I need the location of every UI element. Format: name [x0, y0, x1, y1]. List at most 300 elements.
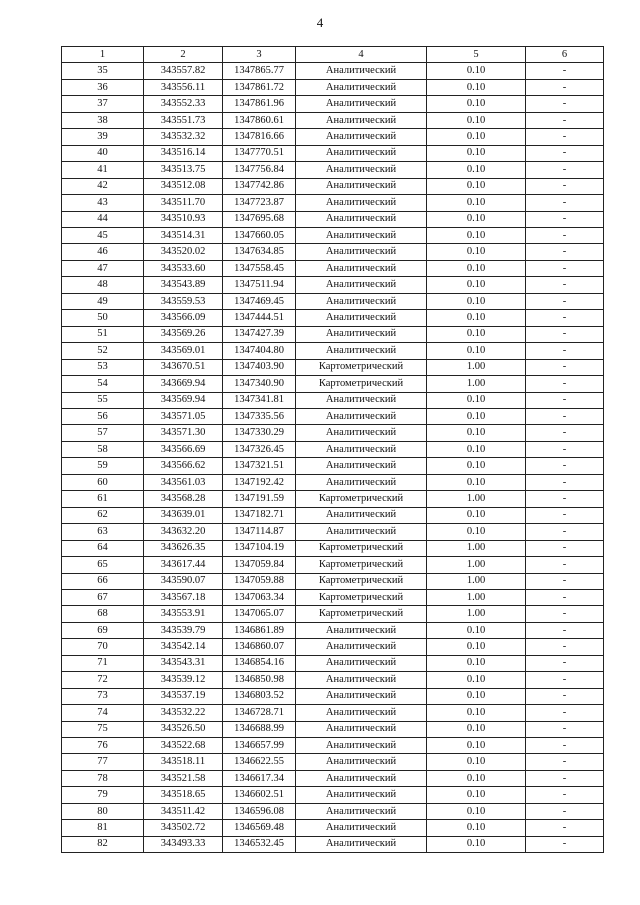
- note-cell: -: [526, 458, 604, 474]
- note-cell: -: [526, 639, 604, 655]
- method-cell: Аналитический: [296, 655, 427, 671]
- y-coordinate-cell: 1347860.61: [223, 112, 296, 128]
- table-row: [62, 589, 604, 605]
- point-number-cell: 44: [62, 211, 144, 227]
- point-number-cell: 67: [62, 589, 144, 605]
- table-row: [62, 721, 604, 737]
- note-cell: -: [526, 688, 604, 704]
- table-row: [62, 606, 604, 622]
- table-row: [62, 441, 604, 457]
- method-cell: Картометрический: [296, 491, 427, 507]
- y-coordinate-cell: 1346617.34: [223, 770, 296, 786]
- y-coordinate-cell: 1347444.51: [223, 310, 296, 326]
- point-number-cell: 55: [62, 392, 144, 408]
- point-number-cell: 49: [62, 293, 144, 309]
- table-row: [62, 326, 604, 342]
- note-cell: -: [526, 589, 604, 605]
- point-number-cell: 45: [62, 227, 144, 243]
- x-coordinate-cell: 343561.03: [144, 474, 223, 490]
- note-cell: -: [526, 145, 604, 161]
- y-coordinate-cell: 1347335.56: [223, 408, 296, 424]
- accuracy-cell: 0.10: [427, 425, 526, 441]
- method-cell: Аналитический: [296, 458, 427, 474]
- method-cell: Аналитический: [296, 524, 427, 540]
- x-coordinate-cell: 343520.02: [144, 244, 223, 260]
- table-row: [62, 770, 604, 786]
- note-cell: -: [526, 721, 604, 737]
- note-cell: -: [526, 655, 604, 671]
- note-cell: -: [526, 408, 604, 424]
- note-cell: -: [526, 96, 604, 112]
- method-cell: Аналитический: [296, 820, 427, 836]
- accuracy-cell: 1.00: [427, 573, 526, 589]
- point-number-cell: 63: [62, 524, 144, 540]
- y-coordinate-cell: 1346803.52: [223, 688, 296, 704]
- table-row: [62, 162, 604, 178]
- accuracy-cell: 1.00: [427, 376, 526, 392]
- method-cell: Аналитический: [296, 227, 427, 243]
- accuracy-cell: 0.10: [427, 112, 526, 128]
- y-coordinate-cell: 1347427.39: [223, 326, 296, 342]
- y-coordinate-cell: 1346596.08: [223, 803, 296, 819]
- note-cell: -: [526, 227, 604, 243]
- y-coordinate-cell: 1347063.34: [223, 589, 296, 605]
- y-coordinate-cell: 1347403.90: [223, 359, 296, 375]
- x-coordinate-cell: 343526.50: [144, 721, 223, 737]
- note-cell: -: [526, 787, 604, 803]
- x-coordinate-cell: 343569.94: [144, 392, 223, 408]
- x-coordinate-cell: 343502.72: [144, 820, 223, 836]
- accuracy-cell: 0.10: [427, 129, 526, 145]
- y-coordinate-cell: 1347404.80: [223, 343, 296, 359]
- point-number-cell: 80: [62, 803, 144, 819]
- y-coordinate-cell: 1347059.84: [223, 557, 296, 573]
- x-coordinate-cell: 343510.93: [144, 211, 223, 227]
- x-coordinate-cell: 343571.05: [144, 408, 223, 424]
- table-row: [62, 310, 604, 326]
- table-row: [62, 129, 604, 145]
- x-coordinate-cell: 343553.91: [144, 606, 223, 622]
- point-number-cell: 73: [62, 688, 144, 704]
- column-header-6: 6: [526, 47, 604, 63]
- y-coordinate-cell: 1347341.81: [223, 392, 296, 408]
- x-coordinate-cell: 343590.07: [144, 573, 223, 589]
- y-coordinate-cell: 1346728.71: [223, 705, 296, 721]
- note-cell: -: [526, 244, 604, 260]
- method-cell: Картометрический: [296, 359, 427, 375]
- method-cell: Аналитический: [296, 705, 427, 721]
- method-cell: Аналитический: [296, 343, 427, 359]
- method-cell: Аналитический: [296, 408, 427, 424]
- y-coordinate-cell: 1346854.16: [223, 655, 296, 671]
- accuracy-cell: 0.10: [427, 524, 526, 540]
- x-coordinate-cell: 343639.01: [144, 507, 223, 523]
- y-coordinate-cell: 1347511.94: [223, 277, 296, 293]
- note-cell: -: [526, 376, 604, 392]
- y-coordinate-cell: 1347321.51: [223, 458, 296, 474]
- table-row: [62, 507, 604, 523]
- accuracy-cell: 0.10: [427, 803, 526, 819]
- column-header-1: 1: [62, 47, 144, 63]
- x-coordinate-cell: 343669.94: [144, 376, 223, 392]
- table-row: [62, 491, 604, 507]
- point-number-cell: 37: [62, 96, 144, 112]
- accuracy-cell: 1.00: [427, 540, 526, 556]
- table-row: [62, 458, 604, 474]
- point-number-cell: 78: [62, 770, 144, 786]
- method-cell: Аналитический: [296, 836, 427, 852]
- y-coordinate-cell: 1347330.29: [223, 425, 296, 441]
- note-cell: -: [526, 754, 604, 770]
- column-header-4: 4: [296, 47, 427, 63]
- point-number-cell: 41: [62, 162, 144, 178]
- x-coordinate-cell: 343513.75: [144, 162, 223, 178]
- x-coordinate-cell: 343514.31: [144, 227, 223, 243]
- method-cell: Аналитический: [296, 96, 427, 112]
- method-cell: Аналитический: [296, 622, 427, 638]
- point-number-cell: 52: [62, 343, 144, 359]
- y-coordinate-cell: 1347558.45: [223, 260, 296, 276]
- y-coordinate-cell: 1347634.85: [223, 244, 296, 260]
- x-coordinate-cell: 343567.18: [144, 589, 223, 605]
- note-cell: -: [526, 622, 604, 638]
- table-row: [62, 211, 604, 227]
- y-coordinate-cell: 1346688.99: [223, 721, 296, 737]
- note-cell: -: [526, 195, 604, 211]
- accuracy-cell: 0.10: [427, 211, 526, 227]
- method-cell: Аналитический: [296, 129, 427, 145]
- point-number-cell: 43: [62, 195, 144, 211]
- x-coordinate-cell: 343518.65: [144, 787, 223, 803]
- point-number-cell: 46: [62, 244, 144, 260]
- x-coordinate-cell: 343533.60: [144, 260, 223, 276]
- method-cell: Аналитический: [296, 738, 427, 754]
- accuracy-cell: 0.10: [427, 63, 526, 79]
- method-cell: Аналитический: [296, 425, 427, 441]
- accuracy-cell: 1.00: [427, 589, 526, 605]
- x-coordinate-cell: 343569.26: [144, 326, 223, 342]
- method-cell: Картометрический: [296, 589, 427, 605]
- accuracy-cell: 0.10: [427, 820, 526, 836]
- point-number-cell: 53: [62, 359, 144, 375]
- note-cell: -: [526, 573, 604, 589]
- point-number-cell: 69: [62, 622, 144, 638]
- table-row: [62, 672, 604, 688]
- accuracy-cell: 0.10: [427, 244, 526, 260]
- y-coordinate-cell: 1347816.66: [223, 129, 296, 145]
- point-number-cell: 65: [62, 557, 144, 573]
- point-number-cell: 59: [62, 458, 144, 474]
- y-coordinate-cell: 1346657.99: [223, 738, 296, 754]
- note-cell: -: [526, 326, 604, 342]
- page-number: 4: [316, 15, 324, 30]
- accuracy-cell: 0.10: [427, 162, 526, 178]
- y-coordinate-cell: 1346860.07: [223, 639, 296, 655]
- method-cell: Аналитический: [296, 63, 427, 79]
- method-cell: Аналитический: [296, 721, 427, 737]
- accuracy-cell: 0.10: [427, 178, 526, 194]
- note-cell: -: [526, 540, 604, 556]
- y-coordinate-cell: 1346532.45: [223, 836, 296, 852]
- method-cell: Аналитический: [296, 787, 427, 803]
- accuracy-cell: 0.10: [427, 836, 526, 852]
- x-coordinate-cell: 343542.14: [144, 639, 223, 655]
- method-cell: Аналитический: [296, 145, 427, 161]
- note-cell: -: [526, 474, 604, 490]
- accuracy-cell: 0.10: [427, 441, 526, 457]
- x-coordinate-cell: 343518.11: [144, 754, 223, 770]
- accuracy-cell: 0.10: [427, 260, 526, 276]
- accuracy-cell: 0.10: [427, 227, 526, 243]
- note-cell: -: [526, 178, 604, 194]
- table-row: [62, 573, 604, 589]
- method-cell: Аналитический: [296, 507, 427, 523]
- accuracy-cell: 0.10: [427, 96, 526, 112]
- point-number-cell: 39: [62, 129, 144, 145]
- accuracy-cell: 0.10: [427, 326, 526, 342]
- table-row: [62, 820, 604, 836]
- point-number-cell: 38: [62, 112, 144, 128]
- accuracy-cell: 0.10: [427, 672, 526, 688]
- table-row: [62, 754, 604, 770]
- x-coordinate-cell: 343539.12: [144, 672, 223, 688]
- table-row: [62, 738, 604, 754]
- note-cell: -: [526, 392, 604, 408]
- point-number-cell: 47: [62, 260, 144, 276]
- table-row: [62, 293, 604, 309]
- y-coordinate-cell: 1347770.51: [223, 145, 296, 161]
- column-header-5: 5: [427, 47, 526, 63]
- table-row: [62, 639, 604, 655]
- method-cell: Аналитический: [296, 277, 427, 293]
- point-number-cell: 62: [62, 507, 144, 523]
- x-coordinate-cell: 343551.73: [144, 112, 223, 128]
- note-cell: -: [526, 293, 604, 309]
- table-row: [62, 96, 604, 112]
- note-cell: -: [526, 129, 604, 145]
- table-row: [62, 112, 604, 128]
- y-coordinate-cell: 1347340.90: [223, 376, 296, 392]
- accuracy-cell: 0.10: [427, 408, 526, 424]
- method-cell: Аналитический: [296, 293, 427, 309]
- method-cell: Аналитический: [296, 688, 427, 704]
- table-row: [62, 524, 604, 540]
- table-row: [62, 688, 604, 704]
- method-cell: Аналитический: [296, 441, 427, 457]
- x-coordinate-cell: 343566.69: [144, 441, 223, 457]
- table-body: [62, 63, 604, 853]
- table-row: [62, 343, 604, 359]
- table-row: [62, 622, 604, 638]
- x-coordinate-cell: 343539.79: [144, 622, 223, 638]
- method-cell: Аналитический: [296, 392, 427, 408]
- y-coordinate-cell: 1347742.86: [223, 178, 296, 194]
- table-row: [62, 359, 604, 375]
- x-coordinate-cell: 343559.53: [144, 293, 223, 309]
- x-coordinate-cell: 343632.20: [144, 524, 223, 540]
- table-row: [62, 195, 604, 211]
- note-cell: -: [526, 820, 604, 836]
- note-cell: -: [526, 441, 604, 457]
- x-coordinate-cell: 343568.28: [144, 491, 223, 507]
- note-cell: -: [526, 491, 604, 507]
- x-coordinate-cell: 343511.42: [144, 803, 223, 819]
- note-cell: -: [526, 507, 604, 523]
- point-number-cell: 76: [62, 738, 144, 754]
- method-cell: Картометрический: [296, 606, 427, 622]
- accuracy-cell: 0.10: [427, 770, 526, 786]
- note-cell: -: [526, 705, 604, 721]
- note-cell: -: [526, 277, 604, 293]
- point-number-cell: 58: [62, 441, 144, 457]
- column-header-3: 3: [223, 47, 296, 63]
- table-row: [62, 803, 604, 819]
- y-coordinate-cell: 1347191.59: [223, 491, 296, 507]
- point-number-cell: 82: [62, 836, 144, 852]
- method-cell: Аналитический: [296, 474, 427, 490]
- x-coordinate-cell: 343617.44: [144, 557, 223, 573]
- point-number-cell: 72: [62, 672, 144, 688]
- method-cell: Аналитический: [296, 754, 427, 770]
- method-cell: Аналитический: [296, 639, 427, 655]
- point-number-cell: 61: [62, 491, 144, 507]
- accuracy-cell: 0.10: [427, 343, 526, 359]
- y-coordinate-cell: 1347469.45: [223, 293, 296, 309]
- table-row: [62, 787, 604, 803]
- accuracy-cell: 1.00: [427, 606, 526, 622]
- method-cell: Аналитический: [296, 178, 427, 194]
- x-coordinate-cell: 343543.31: [144, 655, 223, 671]
- table-row: [62, 145, 604, 161]
- x-coordinate-cell: 343552.33: [144, 96, 223, 112]
- table-row: [62, 178, 604, 194]
- x-coordinate-cell: 343516.14: [144, 145, 223, 161]
- table-row: [62, 474, 604, 490]
- method-cell: Аналитический: [296, 310, 427, 326]
- method-cell: Аналитический: [296, 326, 427, 342]
- table-row: [62, 376, 604, 392]
- method-cell: Аналитический: [296, 260, 427, 276]
- y-coordinate-cell: 1347059.88: [223, 573, 296, 589]
- method-cell: Аналитический: [296, 770, 427, 786]
- point-number-cell: 54: [62, 376, 144, 392]
- y-coordinate-cell: 1347182.71: [223, 507, 296, 523]
- table-row: [62, 260, 604, 276]
- x-coordinate-cell: 343532.32: [144, 129, 223, 145]
- method-cell: Аналитический: [296, 112, 427, 128]
- method-cell: Аналитический: [296, 672, 427, 688]
- accuracy-cell: 0.10: [427, 310, 526, 326]
- y-coordinate-cell: 1346602.51: [223, 787, 296, 803]
- method-cell: Аналитический: [296, 803, 427, 819]
- method-cell: Аналитический: [296, 162, 427, 178]
- y-coordinate-cell: 1347861.96: [223, 96, 296, 112]
- accuracy-cell: 0.10: [427, 392, 526, 408]
- point-number-cell: 42: [62, 178, 144, 194]
- note-cell: -: [526, 836, 604, 852]
- accuracy-cell: 0.10: [427, 738, 526, 754]
- x-coordinate-cell: 343566.62: [144, 458, 223, 474]
- table-row: [62, 277, 604, 293]
- coordinates-table: [61, 46, 604, 853]
- accuracy-cell: 0.10: [427, 79, 526, 95]
- method-cell: Картометрический: [296, 557, 427, 573]
- method-cell: Картометрический: [296, 540, 427, 556]
- x-coordinate-cell: 343512.08: [144, 178, 223, 194]
- y-coordinate-cell: 1347192.42: [223, 474, 296, 490]
- table-row: [62, 79, 604, 95]
- point-number-cell: 77: [62, 754, 144, 770]
- note-cell: -: [526, 343, 604, 359]
- header-row: [62, 47, 604, 63]
- accuracy-cell: 0.10: [427, 688, 526, 704]
- accuracy-cell: 0.10: [427, 145, 526, 161]
- table-row: [62, 425, 604, 441]
- note-cell: -: [526, 112, 604, 128]
- y-coordinate-cell: 1346569.48: [223, 820, 296, 836]
- point-number-cell: 79: [62, 787, 144, 803]
- y-coordinate-cell: 1347660.05: [223, 227, 296, 243]
- point-number-cell: 50: [62, 310, 144, 326]
- point-number-cell: 81: [62, 820, 144, 836]
- method-cell: Картометрический: [296, 573, 427, 589]
- y-coordinate-cell: 1347065.07: [223, 606, 296, 622]
- y-coordinate-cell: 1346861.89: [223, 622, 296, 638]
- accuracy-cell: 0.10: [427, 655, 526, 671]
- accuracy-cell: 1.00: [427, 359, 526, 375]
- point-number-cell: 68: [62, 606, 144, 622]
- note-cell: -: [526, 310, 604, 326]
- y-coordinate-cell: 1347865.77: [223, 63, 296, 79]
- note-cell: -: [526, 524, 604, 540]
- table-row: [62, 392, 604, 408]
- accuracy-cell: 1.00: [427, 557, 526, 573]
- y-coordinate-cell: 1346850.98: [223, 672, 296, 688]
- y-coordinate-cell: 1346622.55: [223, 754, 296, 770]
- note-cell: -: [526, 738, 604, 754]
- point-number-cell: 66: [62, 573, 144, 589]
- note-cell: -: [526, 79, 604, 95]
- note-cell: -: [526, 359, 604, 375]
- x-coordinate-cell: 343626.35: [144, 540, 223, 556]
- x-coordinate-cell: 343566.09: [144, 310, 223, 326]
- table-row: [62, 63, 604, 79]
- accuracy-cell: 0.10: [427, 293, 526, 309]
- table-header: [62, 47, 604, 63]
- y-coordinate-cell: 1347114.87: [223, 524, 296, 540]
- point-number-cell: 35: [62, 63, 144, 79]
- x-coordinate-cell: 343511.70: [144, 195, 223, 211]
- y-coordinate-cell: 1347861.72: [223, 79, 296, 95]
- accuracy-cell: 0.10: [427, 754, 526, 770]
- point-number-cell: 48: [62, 277, 144, 293]
- note-cell: -: [526, 162, 604, 178]
- method-cell: Аналитический: [296, 79, 427, 95]
- method-cell: Картометрический: [296, 376, 427, 392]
- y-coordinate-cell: 1347756.84: [223, 162, 296, 178]
- note-cell: -: [526, 770, 604, 786]
- x-coordinate-cell: 343521.58: [144, 770, 223, 786]
- accuracy-cell: 0.10: [427, 277, 526, 293]
- x-coordinate-cell: 343670.51: [144, 359, 223, 375]
- x-coordinate-cell: 343522.68: [144, 738, 223, 754]
- note-cell: -: [526, 557, 604, 573]
- point-number-cell: 60: [62, 474, 144, 490]
- column-header-2: 2: [144, 47, 223, 63]
- x-coordinate-cell: 343543.89: [144, 277, 223, 293]
- point-number-cell: 71: [62, 655, 144, 671]
- accuracy-cell: 0.10: [427, 195, 526, 211]
